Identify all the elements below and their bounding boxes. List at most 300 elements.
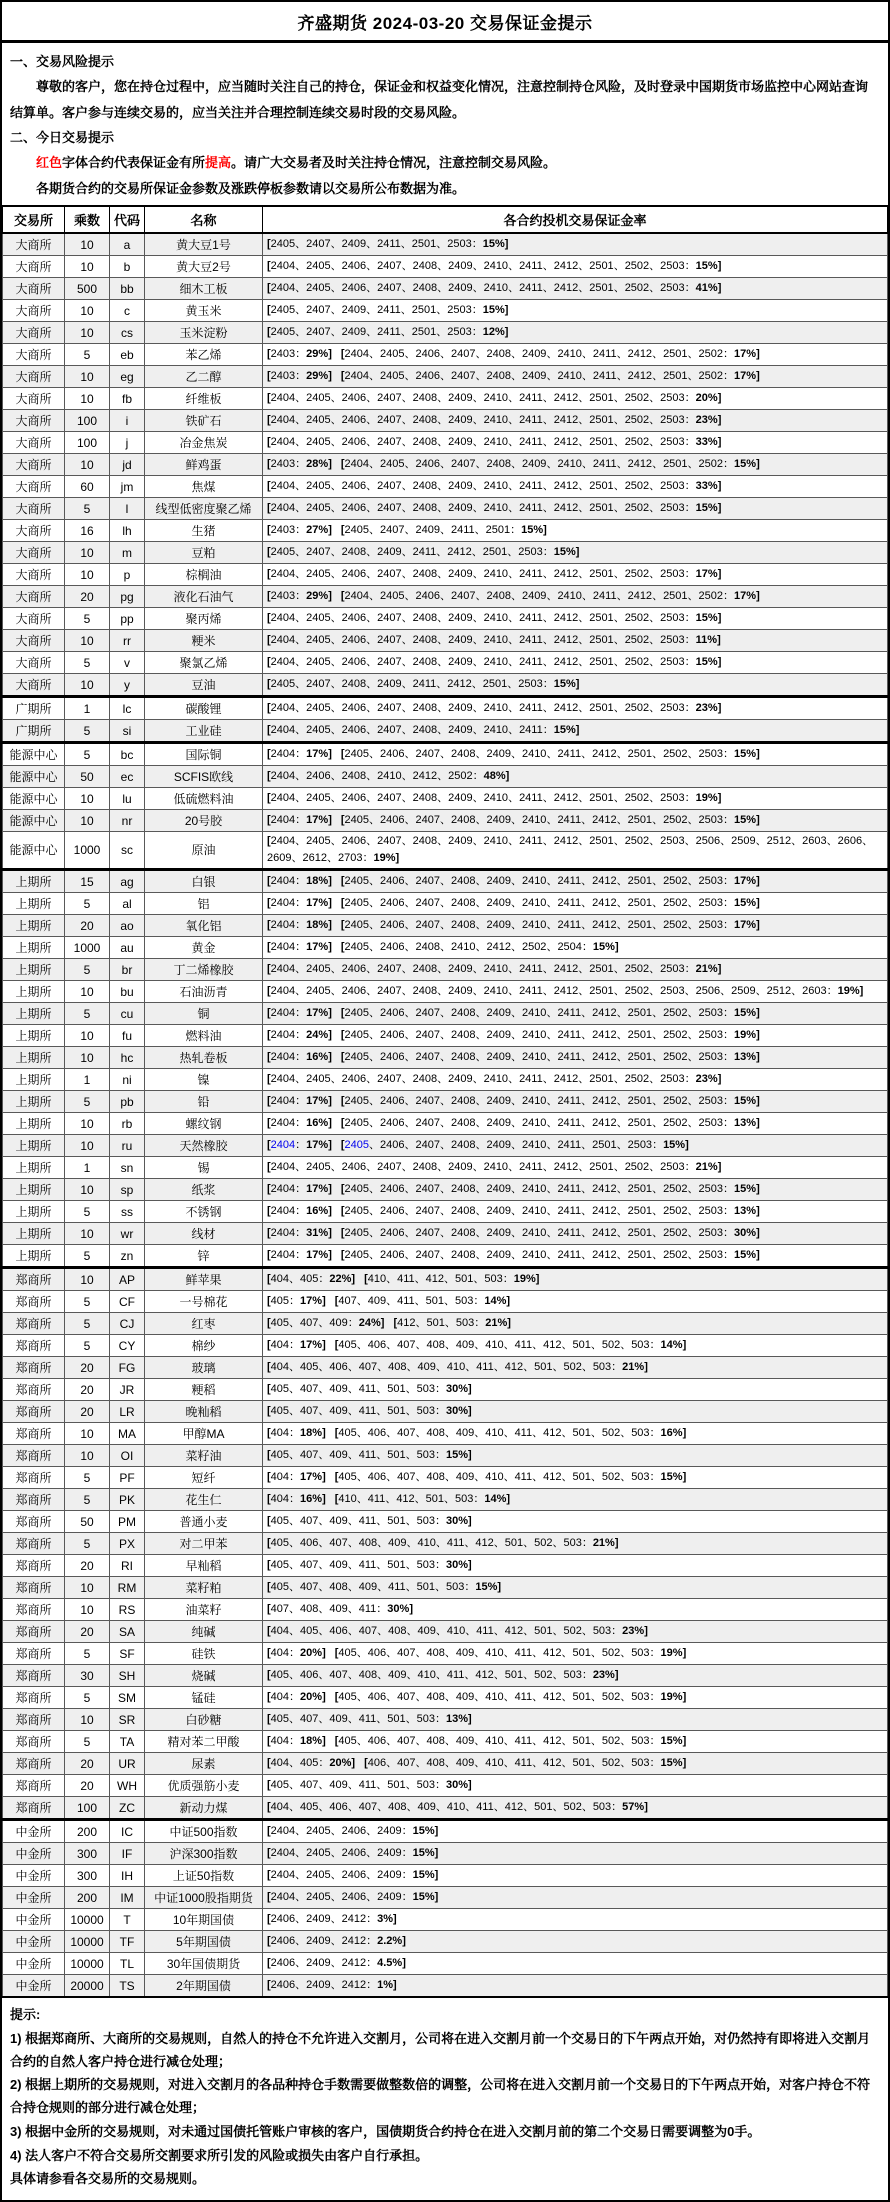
cell-name: 聚氯乙烯: [145, 652, 263, 674]
contract-month: 409: [329, 1383, 348, 1396]
rate-group: [2404：16%]: [267, 1051, 332, 1064]
contract-month: 2409: [377, 546, 402, 559]
cell-multiplier: 50: [65, 766, 110, 788]
contract-month: 2409: [486, 1051, 511, 1064]
cell-code: br: [110, 959, 145, 981]
contract-month: 2405: [306, 1847, 331, 1860]
margin-percent: 1%: [377, 1979, 394, 1992]
cell-margin-rates: [263, 1489, 888, 1511]
table-row: [3, 981, 888, 1003]
cell-multiplier: 5: [65, 1245, 110, 1268]
contract-month: 2410: [557, 590, 582, 603]
contract-month: 2409: [377, 1825, 402, 1838]
cell-margin-rates: [263, 1511, 888, 1533]
contract-month: 2411: [557, 875, 582, 888]
contract-month: 411: [358, 1713, 377, 1726]
cell-multiplier: 10: [65, 542, 110, 564]
table-row: [3, 630, 888, 652]
margin-percent: 17%: [734, 370, 757, 383]
contract-month: 2503: [660, 480, 685, 493]
contract-month: 2407: [377, 656, 402, 669]
cell-multiplier: 5: [65, 720, 110, 743]
cell-margin-rates: [263, 743, 888, 766]
cell-name: 线材: [145, 1223, 263, 1245]
rate-group: [2404：17%]: [267, 1139, 332, 1152]
table-row: [3, 322, 888, 344]
cell-name: 低硫燃料油: [145, 788, 263, 810]
cell-margin-rates: [263, 476, 888, 498]
margin-percent: 29%: [306, 370, 329, 383]
contract-month: 2406: [270, 1957, 296, 1970]
contract-month: 2503: [660, 392, 685, 405]
contract-month: 501: [572, 1471, 591, 1484]
contract-month: 501: [572, 1757, 591, 1770]
margin-percent: 15%: [660, 1735, 683, 1748]
contract-month: 2503: [698, 1183, 724, 1196]
contract-month: 409: [455, 1339, 475, 1352]
contract-month: 2405: [344, 897, 370, 910]
margin-percent: 15%: [734, 1249, 757, 1262]
rate-group: [2405、2406、2407、2408、2409、2410、2411、2412、2501、2502、2503：15%]: [340, 1249, 760, 1262]
contract-month: 2409: [448, 568, 473, 581]
cell-code: TA: [110, 1731, 145, 1753]
cell-multiplier: 10: [65, 1223, 110, 1245]
margin-table-body: [3, 233, 888, 1997]
contract-month: 2502: [663, 1007, 688, 1020]
cell-name: 冶金焦炭: [145, 432, 263, 454]
cell-multiplier: 200: [65, 1887, 110, 1909]
margin-percent: 23%: [695, 1073, 718, 1086]
contract-month: 2406: [380, 1249, 405, 1262]
cell-exchange: 大商所: [3, 586, 65, 608]
contract-month: 2407: [415, 814, 440, 827]
contract-month: 2409: [486, 1095, 511, 1108]
cell-exchange: 大商所: [3, 564, 65, 586]
contract-month: 2412: [341, 1979, 367, 1992]
contract-month: 2405: [344, 919, 370, 932]
cell-multiplier: 5: [65, 1533, 110, 1555]
contract-month: 409: [417, 1801, 436, 1814]
cell-exchange: 能源中心: [3, 832, 65, 870]
contract-month: 2412: [447, 678, 472, 691]
margin-percent: 3%: [377, 1913, 394, 1926]
margin-percent: 20%: [329, 1757, 352, 1770]
cell-exchange: 中金所: [3, 1865, 65, 1887]
contract-month: 2410: [483, 260, 509, 273]
cell-exchange: 大商所: [3, 233, 65, 256]
cell-margin-rates: [263, 893, 888, 915]
contract-month: 2405: [344, 941, 370, 954]
table-row: [3, 542, 888, 564]
contract-month: 2407: [377, 634, 402, 647]
contract-month: 2410: [521, 1227, 547, 1240]
contract-month: 2408: [412, 392, 438, 405]
margin-percent: 17%: [734, 875, 757, 888]
contract-month: 2407: [415, 1007, 440, 1020]
contract-month: 2408: [450, 897, 476, 910]
contract-month: 2503: [698, 814, 724, 827]
contract-month: 2502: [624, 1073, 650, 1086]
cell-margin-rates: [263, 766, 888, 788]
contract-month: 2404: [270, 1117, 296, 1130]
cell-margin-rates: [263, 1687, 888, 1709]
contract-month: 405: [300, 1801, 319, 1814]
contract-month: 2502: [698, 590, 724, 603]
contract-month: 2406: [380, 1205, 405, 1218]
cell-code: i: [110, 410, 145, 432]
cell-multiplier: 10: [65, 300, 110, 322]
contract-month: 2502: [698, 370, 724, 383]
contract-month: 2406: [270, 1913, 296, 1926]
cell-code: cs: [110, 322, 145, 344]
cell-code: pp: [110, 608, 145, 630]
cell-multiplier: 10: [65, 981, 110, 1003]
table-row: [3, 1157, 888, 1179]
contract-month: 503: [631, 1647, 650, 1660]
table-row: [3, 1003, 888, 1025]
contract-month: 2407: [415, 875, 440, 888]
margin-percent: 13%: [734, 1117, 757, 1130]
contract-month: 2406: [341, 724, 367, 737]
cell-multiplier: 5: [65, 893, 110, 915]
cell-name: 锰硅: [145, 1687, 263, 1709]
contract-month: 2410: [521, 1139, 547, 1152]
contract-month: 2409: [341, 238, 367, 251]
cell-multiplier: 100: [65, 432, 110, 454]
contract-month: 2411: [557, 919, 582, 932]
table-row: [3, 1753, 888, 1775]
contract-month: 2408: [341, 678, 367, 691]
cell-exchange: 郑商所: [3, 1731, 65, 1753]
contract-month: 2411: [519, 985, 543, 998]
cell-name: 沪深300指数: [145, 1843, 263, 1865]
table-row: [3, 1467, 888, 1489]
contract-month: 2412: [592, 1095, 617, 1108]
cell-exchange: 广期所: [3, 720, 65, 743]
cell-margin-rates: [263, 1533, 888, 1555]
rate-group: [404、405：20%]: [267, 1757, 356, 1770]
margin-percent: 17%: [734, 919, 757, 932]
contract-month: 412: [543, 1735, 562, 1748]
rate-group: [2404：16%]: [267, 1205, 332, 1218]
contract-month: 2503: [698, 1051, 724, 1064]
cell-code: sc: [110, 832, 145, 870]
rate-group: [2405、2407、2409、2411、2501、2503：15%]: [267, 304, 509, 317]
table-row: [3, 1687, 888, 1709]
contract-month: 2406: [380, 814, 405, 827]
contract-month: 2412: [553, 414, 579, 427]
cell-margin-rates: [263, 652, 888, 674]
contract-month: 2409: [377, 1847, 402, 1860]
margin-percent: 20%: [300, 1647, 323, 1660]
rate-group: [2406、2409、2412：4.5%]: [267, 1957, 406, 1970]
contract-month: 502: [601, 1735, 621, 1748]
contract-month: 2406: [341, 1161, 367, 1174]
cell-code: m: [110, 542, 145, 564]
contract-month: 2407: [306, 304, 331, 317]
cell-margin-rates: [263, 322, 888, 344]
margin-percent: 19%: [837, 985, 860, 998]
cell-margin-rates: [263, 1268, 888, 1291]
table-row: [3, 1797, 888, 1820]
cell-margin-rates: [263, 1047, 888, 1069]
contract-month: 2405: [380, 348, 405, 361]
contract-month: 2501: [627, 1051, 653, 1064]
contract-month: 2502: [624, 282, 650, 295]
contract-month: 412: [543, 1757, 562, 1770]
contract-month: 404: [270, 1625, 290, 1638]
margin-percent: 19%: [513, 1273, 536, 1286]
cell-name: 碳酸锂: [145, 697, 263, 720]
margin-percent: 20%: [300, 1691, 323, 1704]
contract-month: 2503: [518, 546, 543, 559]
contract-month: 2502: [663, 814, 688, 827]
contract-month: 407: [358, 1361, 378, 1374]
contract-month: 2502: [624, 985, 650, 998]
contract-month: 407: [397, 1427, 416, 1440]
contract-month: 2411: [519, 634, 543, 647]
margin-percent: 24%: [358, 1317, 381, 1330]
table-row: [3, 937, 888, 959]
contract-month: 2501: [482, 678, 508, 691]
cell-margin-rates: [263, 366, 888, 388]
contract-month: 2502: [624, 568, 650, 581]
contract-month: 2412: [592, 1249, 617, 1262]
cell-code: MA: [110, 1423, 145, 1445]
contract-month: 2502: [663, 1227, 688, 1240]
rate-group: [2406、2409、2412：3%]: [267, 1913, 397, 1926]
contract-month: 405: [300, 1757, 319, 1770]
cell-margin-rates: [263, 498, 888, 520]
contract-month: 2409: [486, 897, 511, 910]
contract-month: 501: [387, 1515, 406, 1528]
cell-code: lh: [110, 520, 145, 542]
contract-month: 409: [388, 1537, 407, 1550]
table-row: [3, 1643, 888, 1665]
contract-month: 411: [397, 1295, 415, 1308]
cell-code: FG: [110, 1357, 145, 1379]
cell-code: ni: [110, 1069, 145, 1091]
contract-month: 2411: [519, 1073, 543, 1086]
contract-month: 2410: [483, 792, 509, 805]
cell-multiplier: 10: [65, 1577, 110, 1599]
cell-code: IF: [110, 1843, 145, 1865]
cell-margin-rates: [263, 1201, 888, 1223]
cell-margin-rates: [263, 937, 888, 959]
cell-name: 玉米淀粉: [145, 322, 263, 344]
contract-month: 2503: [698, 1095, 724, 1108]
table-row: [3, 1445, 888, 1467]
rate-group: [2404、2406、2408、2410、2412、2502：48%]: [267, 770, 510, 783]
rate-group: [2404、2405、2406、2407、2408、2409、2410、2411：15%]: [267, 724, 580, 737]
cell-name: 原油: [145, 832, 263, 870]
cell-multiplier: 5: [65, 1687, 110, 1709]
contract-month: 410: [485, 1339, 504, 1352]
cell-multiplier: 10: [65, 322, 110, 344]
cell-exchange: 大商所: [3, 674, 65, 697]
cell-margin-rates: [263, 630, 888, 652]
margin-percent: 15%: [521, 524, 544, 537]
cell-multiplier: 500: [65, 278, 110, 300]
contract-month: 409: [455, 1691, 475, 1704]
contract-month: 2501: [589, 1073, 614, 1086]
margin-percent: 30%: [446, 1779, 469, 1792]
contract-month: 2404: [270, 1095, 296, 1108]
rate-group: [2404、2405、2406、2407、2408、2409、2410、2411、2412、2501、2502、2503：15%]: [267, 502, 722, 515]
contract-month: 2503: [698, 1205, 724, 1218]
contract-month: 2410: [483, 835, 509, 848]
contract-month: 2606: [837, 835, 863, 848]
cell-exchange: 能源中心: [3, 810, 65, 832]
contract-month: 2411: [519, 480, 543, 493]
cell-margin-rates: [263, 697, 888, 720]
cell-code: wr: [110, 1223, 145, 1245]
contract-month: 2405: [344, 1029, 370, 1042]
contract-month: 2412: [592, 897, 617, 910]
contract-month: 412: [543, 1339, 562, 1352]
contract-month: 404: [270, 1273, 290, 1286]
table-row: [3, 344, 888, 366]
cell-exchange: 中金所: [3, 1909, 65, 1931]
contract-month: 2503: [698, 1227, 724, 1240]
contract-month: 404: [270, 1647, 290, 1660]
contract-month: 410: [485, 1691, 504, 1704]
table-row: [3, 1887, 888, 1909]
rate-group: [405、407、409、411、501、503：30%]: [267, 1383, 472, 1396]
contract-month: 2407: [377, 1161, 402, 1174]
contract-month: 2410: [521, 1183, 547, 1196]
contract-month: 412: [397, 1317, 416, 1330]
contract-month: 2406: [341, 634, 367, 647]
cell-exchange: 上期所: [3, 1201, 65, 1223]
cell-multiplier: 200: [65, 1820, 110, 1843]
contract-month: 2410: [521, 1007, 547, 1020]
contract-month: 2405: [344, 1205, 370, 1218]
cell-name: 中证500指数: [145, 1820, 263, 1843]
contract-month: 2502: [624, 1161, 650, 1174]
contract-month: 2404: [270, 814, 296, 827]
contract-month: 2407: [415, 1183, 440, 1196]
rate-group: [2405、2406、2407、2408、2409、2410、2411、2412、2501、2502、2503：15%]: [340, 1183, 760, 1196]
contract-month: 2410: [483, 568, 509, 581]
contract-month: 2406: [341, 963, 367, 976]
contract-month: 2408: [412, 414, 438, 427]
cell-code: nr: [110, 810, 145, 832]
contract-month: 2407: [377, 392, 402, 405]
contract-month: 2501: [627, 875, 653, 888]
contract-month: 2409: [448, 792, 473, 805]
contract-month: 2411: [592, 458, 617, 471]
cell-code: PX: [110, 1533, 145, 1555]
contract-month: 501: [387, 1779, 406, 1792]
contract-month: 501: [426, 1317, 445, 1330]
rate-group: [410、411、412、501、503：19%]: [364, 1273, 540, 1286]
contract-month: 2403: [270, 590, 296, 603]
cell-exchange: 郑商所: [3, 1489, 65, 1511]
contract-month: 2404: [270, 919, 296, 932]
cell-exchange: 大商所: [3, 652, 65, 674]
margin-percent: 13%: [446, 1713, 469, 1726]
rate-group: [2405、2406、2407、2408、2409、2410、2411、2412、2501、2502、2503：13%]: [340, 1205, 760, 1218]
contract-month: 2406: [341, 414, 367, 427]
margin-percent: 17%: [306, 941, 329, 954]
contract-month: 2410: [450, 941, 476, 954]
contract-month: 407: [329, 1669, 348, 1682]
contract-month: 409: [329, 1559, 348, 1572]
contract-month: 2409: [486, 1029, 511, 1042]
cell-name: 黄大豆1号: [145, 233, 263, 256]
table-row: [3, 1268, 888, 1291]
contract-month: 2404: [270, 1249, 296, 1262]
cell-margin-rates: [263, 1931, 888, 1953]
cell-exchange: 上期所: [3, 1157, 65, 1179]
rate-group: [405、407、409、411、501、503：30%]: [267, 1515, 472, 1528]
contract-month: 2410: [557, 348, 582, 361]
cell-name: 细木工板: [145, 278, 263, 300]
contract-month: 407: [300, 1317, 319, 1330]
intro-section: [2, 43, 888, 203]
contract-month: 405: [338, 1735, 357, 1748]
contract-month: 2408: [412, 985, 438, 998]
contract-month: 406: [367, 1691, 387, 1704]
cell-name: 铁矿石: [145, 410, 263, 432]
contract-month: 502: [534, 1669, 553, 1682]
margin-percent: 15%: [734, 1183, 757, 1196]
contract-month: 2405: [380, 590, 405, 603]
contract-month: 2501: [411, 238, 437, 251]
margin-percent: 17%: [734, 348, 757, 361]
contract-month: 503: [631, 1735, 650, 1748]
contract-month: 2404: [270, 724, 296, 737]
contract-month: 2408: [412, 634, 438, 647]
margin-percent: 15%: [734, 1007, 757, 1020]
contract-month: 2409: [486, 1227, 511, 1240]
cell-exchange: 大商所: [3, 630, 65, 652]
contract-month: 2503: [660, 702, 685, 715]
cell-name: 黄金: [145, 937, 263, 959]
contract-month: 2411: [557, 1117, 582, 1130]
today-line: [10, 150, 880, 175]
margin-percent: 19%: [695, 792, 718, 805]
cell-name: 粳稻: [145, 1379, 263, 1401]
cell-name: 20号胶: [145, 810, 263, 832]
contract-month: 2406: [380, 919, 405, 932]
table-row: [3, 743, 888, 766]
margin-percent: 29%: [306, 590, 329, 603]
cell-exchange: 上期所: [3, 981, 65, 1003]
contract-month: 2409: [448, 612, 473, 625]
contract-month: 406: [367, 1339, 387, 1352]
table-row: [3, 1245, 888, 1268]
table-row: [3, 697, 888, 720]
contract-month: 2412: [553, 260, 579, 273]
contract-month: 2406: [380, 1183, 405, 1196]
cell-name: 硅铁: [145, 1643, 263, 1665]
cell-margin-rates: [263, 1245, 888, 1268]
contract-month: 2503: [660, 835, 685, 848]
margin-percent: 17%: [306, 1095, 329, 1108]
table-row: [3, 1335, 888, 1357]
contract-month: 502: [601, 1471, 621, 1484]
col-header-margin-rates: 各合约投机交易保证金率: [263, 206, 888, 233]
cell-multiplier: 60: [65, 476, 110, 498]
table-row: [3, 476, 888, 498]
contract-month: 2405: [306, 1869, 331, 1882]
contract-month: 2410: [483, 436, 509, 449]
cell-margin-rates: [263, 1445, 888, 1467]
margin-percent: 15%: [475, 1581, 498, 1594]
contract-month: 503: [416, 1713, 436, 1726]
